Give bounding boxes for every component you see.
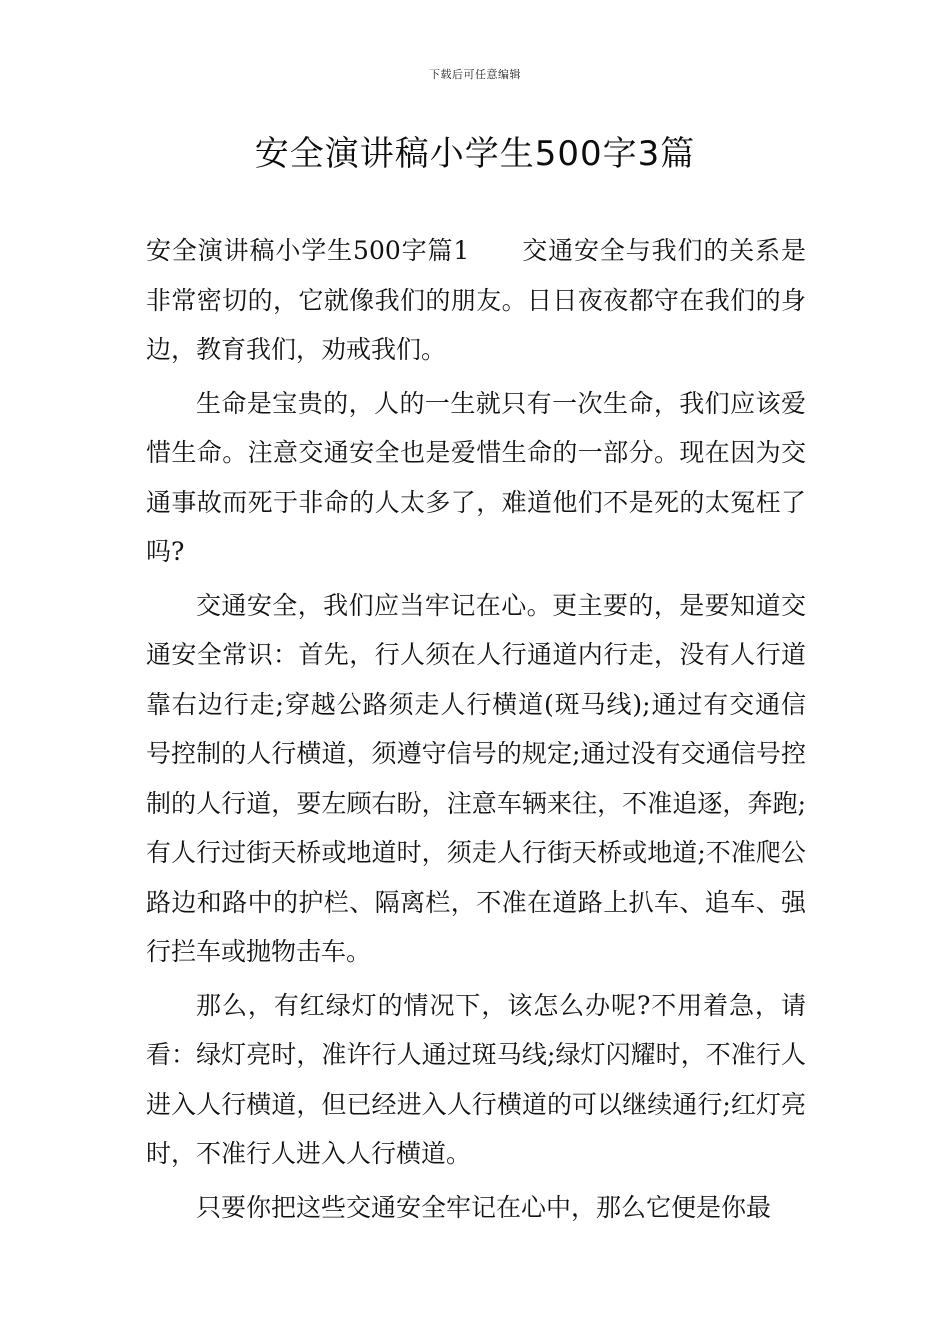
section-label: 安全演讲稿小学生500字篇1 xyxy=(146,236,470,265)
paragraph-3: 交通安全，我们应当牢记在心。更主要的，是要知道交通安全常识：首先，行人须在人行通道内行走，没有人行道靠右边行走;穿越公路须走人行横道(斑马线);通过有交通信号控制的人行横道，须遵守信号的规定;通过没有交通信号控制的人行道，要左顾右盼，注意车辆来往，不准追逐，奔跑;有人行过街天桥或地道时，须走人行街天桥或地道;不准爬公路边和路中的护栏、隔离栏，不准在道路上扒车、追车、强行拦车或抛物击车。 xyxy=(146,590,806,966)
header-note: 下载后可任意编辑 xyxy=(429,68,521,81)
paragraph-1-text: 交通安全与我们的关系是非常密切的，它就像我们的朋友。日日夜夜都守在我们的身边，教育我们，劝戒我们。 xyxy=(146,236,806,364)
document-title: 安全演讲稿小学生500字3篇 xyxy=(254,134,696,174)
paragraph-1 xyxy=(146,226,806,375)
document-body xyxy=(146,226,806,1236)
paragraph-2: 生命是宝贵的，人的一生就只有一次生命，我们应该爱惜生命。注意交通安全也是爱惜生命的一部分。现在因为交通事故而死于非命的人太多了，难道他们不是死的太冤枉了吗? xyxy=(146,388,806,566)
paragraph-4: 那么，有红绿灯的情况下，该怎么办呢?不用着急，请看：绿灯亮时，准许行人通过斑马线;绿灯闪耀时，不准行人进入人行横道，但已经进入人行横道的可以继续通行;红灯亮时，不准行人进入人行横道。 xyxy=(146,990,806,1168)
paragraph-5: 只要你把这些交通安全牢记在心中，那么它便是你最 xyxy=(196,1192,772,1222)
